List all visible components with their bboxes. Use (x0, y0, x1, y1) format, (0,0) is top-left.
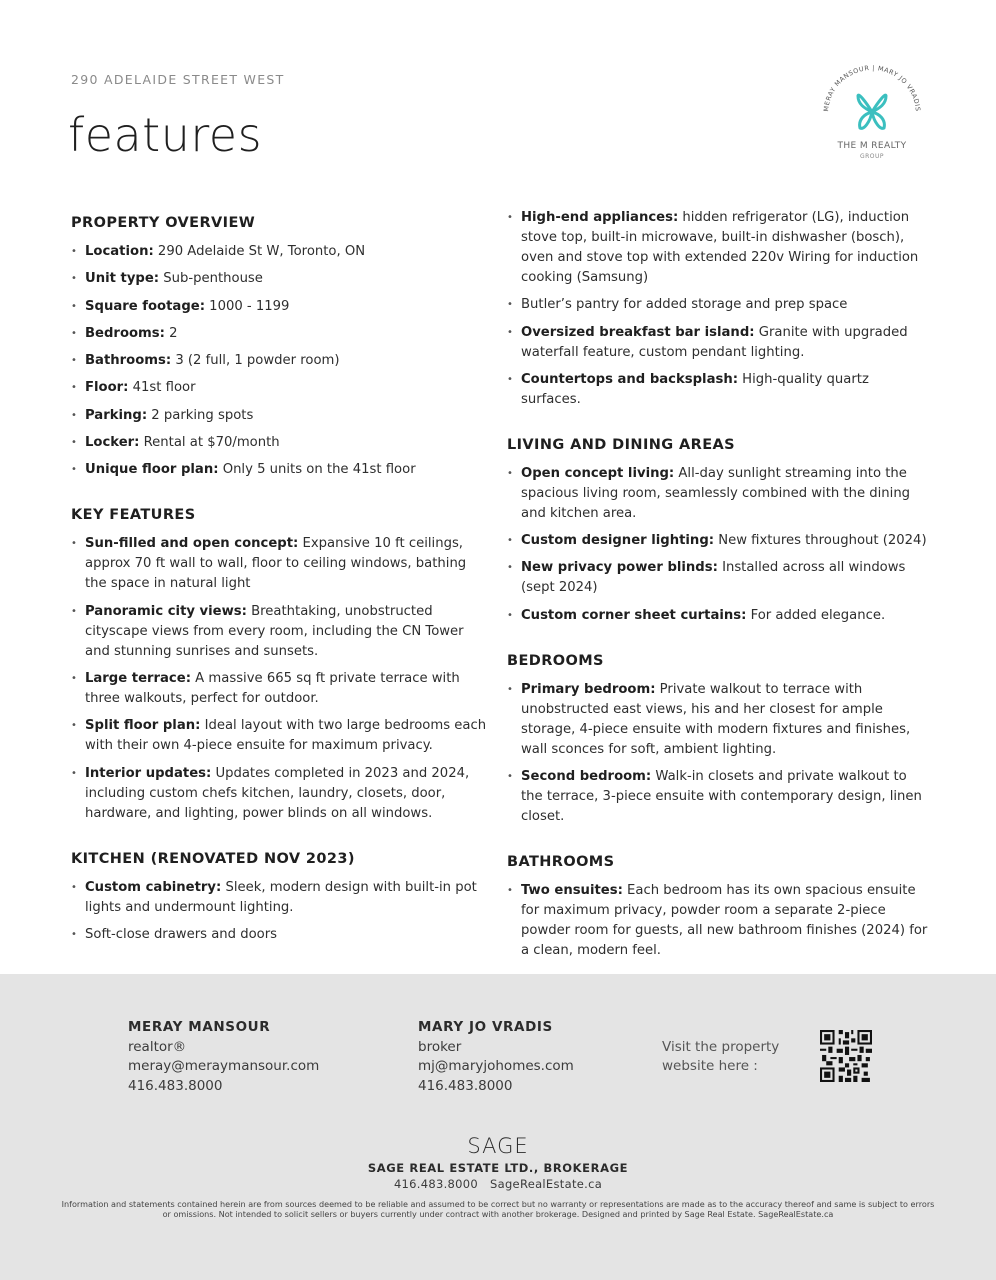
feature-item (507, 295, 932, 315)
feature-item (507, 606, 932, 626)
logo-group-name: THE M REALTY (837, 141, 907, 151)
feature-item (71, 269, 491, 289)
feature-label: Custom corner sheet curtains: (521, 607, 747, 623)
feature-label: Custom designer lighting: (521, 533, 715, 549)
feature-text: Ideal layout with two large bedrooms each with their own 4-piece ensuite for maximum privacy. (85, 718, 487, 754)
feature-item (71, 925, 491, 945)
section-title: KEY FEATURES (71, 507, 196, 524)
feature-section (507, 652, 932, 827)
brokerage-website-link[interactable]: SageRealEstate.ca (490, 1177, 603, 1191)
feature-text: Only 5 units on the 41st floor (218, 462, 416, 478)
feature-text: 3 (2 full, 1 powder room) (171, 353, 340, 369)
right-column (507, 208, 932, 968)
left-column (71, 214, 491, 952)
feature-text: Sleek, modern design with built-in pot lights and undermount lighting. (85, 879, 477, 915)
feature-item (71, 378, 491, 398)
feature-label: Primary bedroom: (521, 681, 656, 697)
feature-text: New fixtures throughout (2024) (714, 533, 927, 549)
feature-list (71, 878, 491, 945)
qr-code-icon[interactable] (820, 1030, 872, 1082)
feature-item (71, 669, 491, 709)
feature-list (507, 464, 932, 626)
feature-item (71, 242, 491, 262)
logo-group-sub: GROUP (859, 153, 885, 160)
section-title: BEDROOMS (507, 652, 604, 669)
feature-item (507, 208, 932, 288)
feature-label: Locker: (85, 435, 140, 451)
feature-text: All-day sunlight streaming into the spacious living room, seamlessly combined with the dining and kitchen area. (521, 465, 911, 521)
feature-section (71, 506, 491, 823)
feature-section (71, 214, 491, 480)
feature-item (507, 323, 932, 363)
feature-item (71, 433, 491, 453)
feature-text: 41st floor (128, 380, 196, 396)
feature-label: Bedrooms: (85, 325, 165, 341)
feature-text: Each bedroom has its own spacious ensuite for maximum privacy, powder room a separate 2-piece powder room for guests, all new bathroom finishes (2024) for a clean, modern feel. (521, 883, 928, 959)
agent-name: MERAY MANSOUR (128, 1019, 271, 1035)
agent-phone: 416.483.8000 (418, 1077, 513, 1094)
feature-label: Bathrooms: (85, 353, 172, 369)
feature-text: Sub-penthouse (159, 271, 263, 287)
feature-label: High-end appliances: (521, 210, 679, 225)
svg-text:MERAY MANSOUR | MARY JO VRADIS (822, 64, 922, 112)
feature-text: Walk-in closets and private walkout to the terrace, 3-piece ensuite with contemporary design, linen closet. (521, 769, 922, 825)
agent-card-meray (128, 1018, 319, 1096)
feature-item (507, 558, 932, 598)
feature-list (71, 242, 491, 480)
feature-text: 290 Adelaide St W, Toronto, ON (153, 244, 366, 259)
feature-item (507, 531, 932, 551)
feature-section (507, 853, 932, 961)
feature-label: Square footage: (85, 298, 205, 314)
section-title: LIVING AND DINING AREAS (507, 436, 735, 453)
feature-text: Breathtaking, unobstructed cityscape views from every room, including the CN Tower and stunning sunrises and sunsets. (85, 603, 464, 659)
brokerage-name: SAGE REAL ESTATE LTD., BROKERAGE (367, 1161, 629, 1175)
feature-item (71, 534, 491, 594)
feature-label: Second bedroom: (521, 769, 652, 785)
feature-item (71, 297, 491, 317)
feature-item (71, 324, 491, 344)
feature-item (507, 464, 932, 524)
feature-text: Rental at $70/month (139, 435, 280, 451)
agent-phone: 416.483.8000 (128, 1077, 223, 1094)
feature-text: 1000 - 1199 (204, 298, 290, 314)
feature-item (71, 351, 491, 371)
feature-label: Unique floor plan: (85, 462, 219, 478)
feature-text: Updates completed in 2023 and 2024, including custom chefs kitchen, laundry, closets, door, hardware, and lighting, power blinds on all windows. (85, 765, 470, 821)
footer (0, 974, 996, 1280)
legal-disclaimer: Information and statements contained herein are from sources deemed to be reliable and assumed to be correct but no warranty or representations are made as to the accuracy thereof and same is subject to errors or omissions. Not intended to solicit sellers or buyers currently under contract with another brokerage. Designed and printed by Sage Real Estate. SageRealEstate.ca (61, 1199, 935, 1219)
feature-text: Soft-close drawers and doors (85, 926, 277, 942)
property-address: 290 ADELAIDE STREET WEST (71, 72, 285, 87)
agent-role: broker (418, 1039, 462, 1056)
feature-section (507, 208, 932, 410)
feature-text: Granite with upgraded waterfall feature, custom pendant lighting. (521, 324, 908, 360)
feature-text: 2 (164, 325, 178, 341)
feature-label: Unit type: (85, 271, 160, 287)
agent-name: MARY JO VRADIS (418, 1019, 553, 1035)
feature-list (71, 534, 491, 823)
feature-label: Floor: (85, 380, 129, 396)
visit-line-2: website here : (662, 1058, 758, 1074)
feature-list (507, 680, 932, 827)
feature-item (507, 370, 932, 410)
page-title: features (68, 108, 263, 162)
brokerage-contact (0, 1177, 996, 1191)
feature-section (507, 436, 932, 626)
feature-label: Sun-filled and open concept: (85, 536, 299, 552)
feature-list (507, 881, 932, 961)
agent-card-maryjo (418, 1018, 574, 1096)
feature-text: High-quality quartz surfaces. (521, 371, 869, 407)
feature-item (507, 881, 932, 961)
feature-item (71, 406, 491, 426)
feature-list (507, 208, 932, 410)
feature-item (71, 764, 491, 824)
agent-role: realtor® (128, 1039, 187, 1056)
feature-label: New privacy power blinds: (521, 560, 718, 576)
feature-item (71, 878, 491, 918)
visit-website-text (662, 1038, 779, 1076)
section-title: KITCHEN (RENOVATED NOV 2023) (71, 850, 355, 867)
feature-label: Panoramic city views: (85, 603, 247, 619)
feature-label: Custom cabinetry: (85, 879, 222, 895)
feature-text: Private walkout to terrace with unobstructed east views, his and her closest for ample storage, 4-piece ensuite with modern fixtures and finishes, wall sconces for soft, ambient lighting. (521, 681, 911, 757)
feature-item (71, 460, 491, 480)
feature-item (507, 680, 932, 760)
feature-label: Countertops and backsplash: (521, 371, 738, 387)
feature-text: Installed across all windows (sept 2024) (521, 560, 906, 596)
feature-text: Expansive 10 ft ceilings, approx 70 ft wall to wall, floor to ceiling windows, bathing the space in natural light (85, 536, 467, 592)
feature-label: Large terrace: (85, 670, 191, 686)
logo-arc-text: MERAY MANSOUR | MARY JO VRADIS (821, 63, 922, 113)
agent-email-link[interactable]: mj@maryjohomes.com (418, 1058, 574, 1075)
section-title: BATHROOMS (507, 854, 615, 871)
feature-text: 2 parking spots (147, 407, 254, 423)
feature-item (71, 716, 491, 756)
brokerage-phone: 416.483.8000 (393, 1177, 479, 1191)
brand-logo-text: SAGE (467, 1134, 529, 1158)
feature-text: A massive 665 sq ft private terrace with three walkouts, perfect for outdoor. (85, 670, 460, 706)
visit-line-1: Visit the property (662, 1039, 780, 1055)
agent-email-link[interactable]: meray@meraymansour.com (128, 1058, 320, 1075)
feature-label: Split floor plan: (85, 718, 201, 734)
feature-label: Open concept living: (521, 465, 675, 481)
feature-label: Oversized breakfast bar island: (521, 324, 755, 340)
feature-text: For added elegance. (746, 607, 886, 623)
feature-text: hidden refrigerator (LG), induction stove top, built-in microwave, built-in dishwasher (bosch), oven and stove top with extended 220v Wiring for induction cooking (Samsung) (521, 210, 919, 285)
feature-label: Location: (85, 244, 154, 259)
section-title: PROPERTY OVERVIEW (71, 215, 256, 231)
feature-text: Butler’s pantry for added storage and prep space (521, 297, 848, 313)
feature-item (71, 602, 491, 662)
feature-item (507, 767, 932, 827)
m-realty-logo (818, 62, 926, 166)
feature-label: Interior updates: (85, 765, 212, 781)
feature-label: Parking: (85, 407, 148, 423)
feature-section (71, 850, 491, 945)
feature-label: Two ensuites: (521, 883, 623, 899)
butterfly-logo-icon (818, 62, 926, 142)
